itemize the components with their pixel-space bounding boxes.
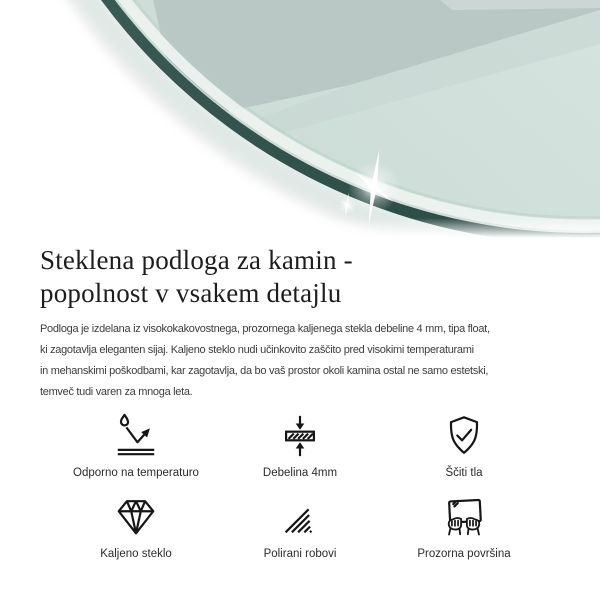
product-description xyxy=(0,244,600,560)
thickness-4mm-icon xyxy=(277,413,323,459)
polished-edges-icon xyxy=(277,494,323,540)
feature-label: Kaljeno steklo xyxy=(100,548,172,560)
feature-transparent-surface xyxy=(382,492,546,560)
features-grid xyxy=(40,411,560,560)
feature-label: Debelina 4mm xyxy=(262,467,338,479)
page-title-line1: Steklena podloga za kamin - xyxy=(40,245,353,275)
feature-label: Odporno na temperaturo xyxy=(73,467,199,479)
intro-line: in mehanskimi poškodbami, kar zagotavlja, da bo vaš prostor okoli kamina ostal ne samo estetski, xyxy=(40,365,489,377)
diamond-icon xyxy=(113,494,159,540)
hands-clean-surface-icon xyxy=(441,494,487,540)
glass-panel-illustration xyxy=(0,0,600,238)
intro-line: temveč tudi varen za mnoga leta. xyxy=(40,386,193,398)
feature-heat-resistant xyxy=(54,411,218,479)
feature-tempered-glass xyxy=(54,492,218,560)
feature-label: Prozorna površina xyxy=(417,548,511,560)
feature-label: Polirani robovi xyxy=(263,548,337,560)
feature-polished-edges xyxy=(218,492,382,560)
page-title xyxy=(40,244,560,310)
intro-line: ki zagotavlja eleganten sijaj. Kaljeno steklo nudi učinkovito zaščito pred visokimi temperaturami xyxy=(40,344,474,356)
intro-line: Podloga je izdelana iz visokokakovostnega, prozornega kaljenega stekla debeline 4 mm, tipa float, xyxy=(40,323,490,335)
feature-thickness xyxy=(218,411,382,479)
page-title-line2: popolnost v vsakem detajlu xyxy=(40,278,342,308)
heat-resistant-icon xyxy=(113,413,159,459)
feature-protects-floor xyxy=(382,411,546,479)
feature-label: Ščiti tla xyxy=(445,467,483,479)
hero-photo-glass-edge xyxy=(0,0,600,238)
intro-paragraph xyxy=(40,319,560,403)
shield-check-icon xyxy=(441,413,487,459)
